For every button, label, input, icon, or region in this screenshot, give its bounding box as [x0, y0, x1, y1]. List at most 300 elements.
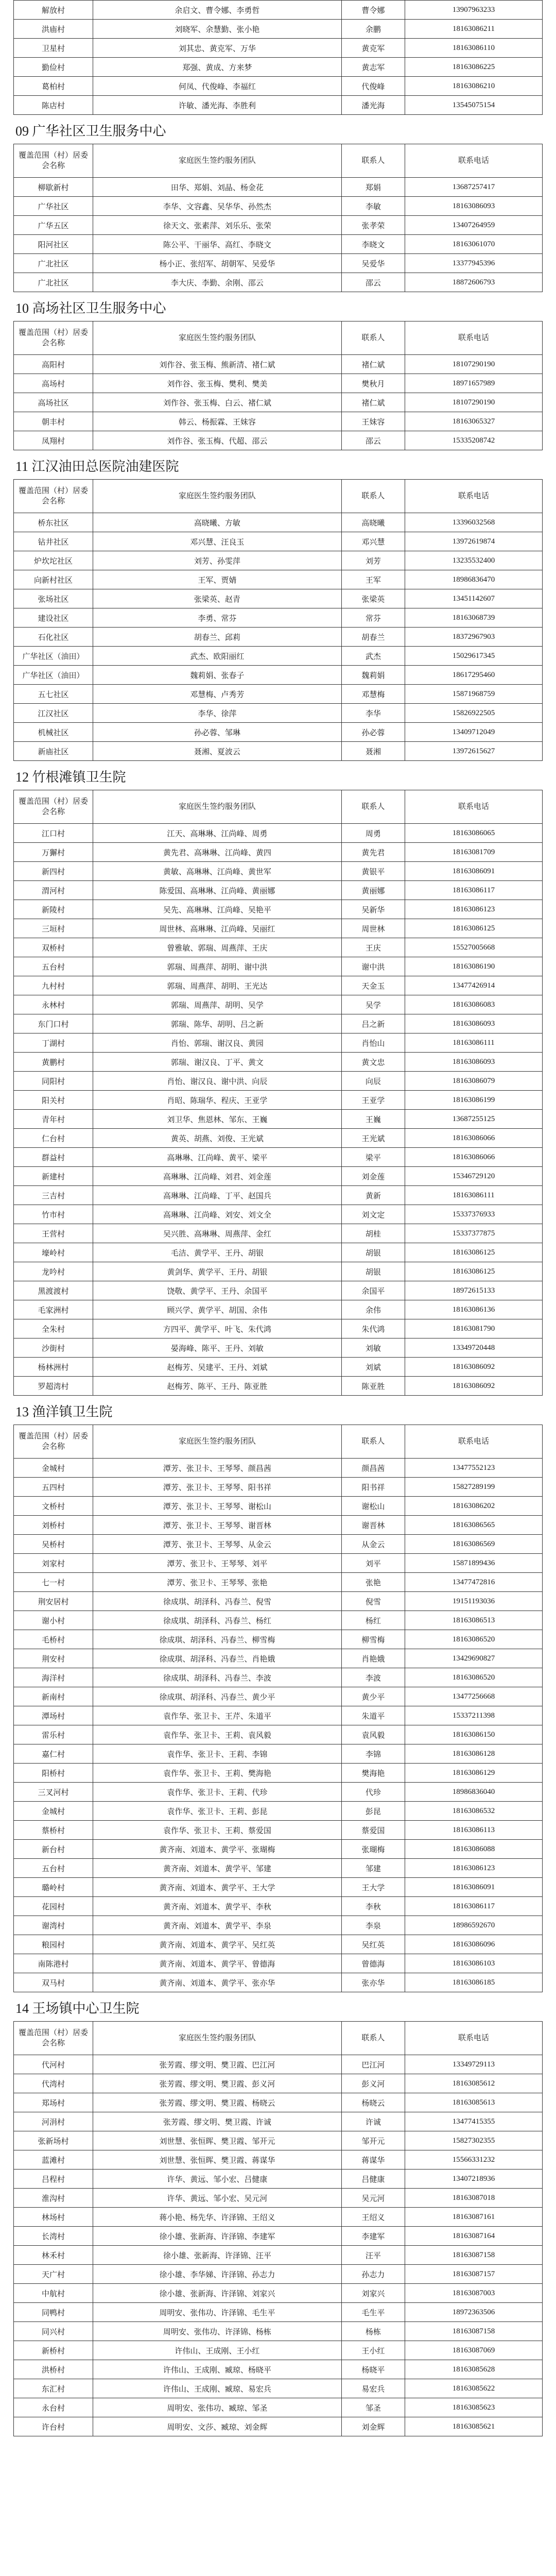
cell-team: 赵梅芳、陈平、王丹、陈亚胜 [93, 1377, 342, 1396]
cell-phone: 18986592670 [405, 1916, 542, 1935]
contact-table [13, 144, 543, 292]
hospital-section [13, 296, 543, 450]
cell-contact: 肖艳娥 [341, 1649, 405, 1668]
header-area: 覆盖范围（村）居委会名称 [14, 2022, 93, 2055]
cell-contact: 刘文定 [341, 1205, 405, 1224]
table-row [14, 995, 543, 1014]
table-row [14, 1783, 543, 1802]
header-area: 覆盖范围（村）居委会名称 [14, 790, 93, 824]
table-row [14, 1186, 543, 1205]
cell-contact: 李锦 [341, 1744, 405, 1764]
cell-phone: 18163087069 [405, 2341, 542, 2360]
header-phone: 联系电话 [405, 790, 542, 824]
cell-contact: 彭义河 [341, 2074, 405, 2093]
cell-area: 黑渡渡村 [14, 1281, 93, 1300]
cell-phone: 18163086117 [405, 881, 542, 900]
cell-contact: 肖怡山 [341, 1033, 405, 1053]
cell-contact: 杨晓平 [341, 2360, 405, 2379]
cell-area: 张场社区 [14, 589, 93, 608]
cell-team: 张梁英、赵青 [93, 589, 342, 608]
cell-area: 黄鹏村 [14, 1053, 93, 1072]
cell-team: 周明安、张伟功、许泽锦、杨栋 [93, 2322, 342, 2341]
cell-phone: 15335208742 [405, 431, 542, 450]
table-row [14, 843, 543, 862]
cell-team: 徐成琪、胡泽科、冯春兰、李波 [93, 1668, 342, 1687]
table-row [14, 96, 543, 115]
cell-team: 黄齐南、刘道本、黄学平、李泉 [93, 1916, 342, 1935]
cell-phone: 18163086093 [405, 197, 542, 216]
cell-team: 黄齐南、刘道本、黄学平、张亦华 [93, 1973, 342, 1992]
cell-team: 袁作华、张卫卡、王莉、代珍 [93, 1783, 342, 1802]
table-row [14, 1802, 543, 1821]
cell-contact: 余伟 [341, 1300, 405, 1319]
cell-contact: 孙志力 [341, 2265, 405, 2284]
cell-area: 三叉河村 [14, 1783, 93, 1802]
hospital-section [13, 119, 543, 292]
header-phone: 联系电话 [405, 144, 542, 178]
cell-area: 仁台村 [14, 1129, 93, 1148]
cell-team: 潭芳、张卫卡、王琴琴、谢晋林 [93, 1516, 342, 1535]
cell-team: 刘世慧、张恒晖、樊卫霞、邹开元 [93, 2131, 342, 2150]
cell-team: 潭芳、张卫卡、王琴琴、从金云 [93, 1535, 342, 1554]
cell-team: 徐天文、张素萍、刘乐乐、张荣 [93, 216, 342, 235]
table-row [14, 1319, 543, 1338]
cell-team: 袁作华、张卫卡、王莉、蔡爱国 [93, 1821, 342, 1840]
cell-contact: 李晓文 [341, 235, 405, 254]
table-row [14, 938, 543, 957]
cell-team: 李勇、常芬 [93, 608, 342, 628]
cell-phone: 18163086111 [405, 1186, 542, 1205]
cell-area: 荆安村 [14, 1649, 93, 1668]
cell-team: 黄齐南、刘道本、黄学平、王大学 [93, 1878, 342, 1897]
cell-contact: 王光斌 [341, 1129, 405, 1148]
cell-team: 徐成琪、胡泽科、冯春兰、肖艳娥 [93, 1649, 342, 1668]
cell-area: 新南村 [14, 1687, 93, 1706]
cell-team: 许伟山、王成刚、王小红 [93, 2341, 342, 2360]
cell-area: 金城村 [14, 1459, 93, 1478]
cell-phone: 18972615133 [405, 1281, 542, 1300]
cell-contact: 邵云 [341, 273, 405, 292]
cell-phone: 13907963233 [405, 1, 542, 20]
cell-area: 同阳村 [14, 1072, 93, 1091]
cell-contact: 天金玉 [341, 976, 405, 995]
cell-contact: 郑娟 [341, 178, 405, 197]
cell-phone: 18163085612 [405, 2074, 542, 2093]
cell-phone: 18163085613 [405, 2093, 542, 2112]
table-row [14, 1516, 543, 1535]
cell-phone: 18163086092 [405, 1358, 542, 1377]
cell-phone: 15827302355 [405, 2131, 542, 2150]
header-contact: 联系人 [341, 1425, 405, 1459]
cell-phone: 15826922505 [405, 704, 542, 723]
table-row [14, 412, 543, 431]
cell-phone: 18163086093 [405, 1053, 542, 1072]
cell-contact: 代俊峰 [341, 77, 405, 96]
cell-area: 嘉仁村 [14, 1744, 93, 1764]
table-row [14, 1706, 543, 1725]
cell-team: 聂湘、夏波云 [93, 742, 342, 761]
table-row [14, 1377, 543, 1396]
cell-phone: 13477415355 [405, 2112, 542, 2131]
cell-contact: 毛生平 [341, 2303, 405, 2322]
cell-team: 许华、黄远、邹小宏、吴元河 [93, 2189, 342, 2208]
cell-phone: 15871899436 [405, 1554, 542, 1573]
cell-contact: 倪雪 [341, 1592, 405, 1611]
table-row [14, 374, 543, 393]
cell-contact: 余国平 [341, 1281, 405, 1300]
cell-team: 刘其忠、黄克军、万华 [93, 39, 342, 58]
header-area: 覆盖范围（村）居委会名称 [14, 480, 93, 513]
table-row [14, 647, 543, 666]
cell-phone: 18163086125 [405, 1262, 542, 1281]
table-row [14, 2322, 543, 2341]
cell-area: 渭河村 [14, 881, 93, 900]
cell-contact: 张亦华 [341, 1973, 405, 1992]
cell-area: 双马村 [14, 1973, 93, 1992]
cell-contact: 李泉 [341, 1916, 405, 1935]
table-row [14, 2360, 543, 2379]
cell-area: 高场村 [14, 374, 93, 393]
cell-phone: 18163086513 [405, 1611, 542, 1630]
table-row [14, 628, 543, 647]
cell-team: 李华、徐萍 [93, 704, 342, 723]
cell-area: 钻井社区 [14, 532, 93, 551]
cell-area: 高阳村 [14, 355, 93, 374]
cell-area: 壕岭村 [14, 1243, 93, 1262]
cell-team: 黄敏、高琳琳、江尚峰、黄世军 [93, 862, 342, 881]
table-row [14, 2093, 543, 2112]
cell-phone: 18163086202 [405, 1497, 542, 1516]
cell-phone: 18163086150 [405, 1725, 542, 1744]
cell-team: 郑强、黄成、方来梦 [93, 58, 342, 77]
cell-phone: 18163081790 [405, 1319, 542, 1338]
cell-contact: 樊秋月 [341, 374, 405, 393]
cell-team: 徐成琪、胡泽科、冯春兰、柳雪梅 [93, 1630, 342, 1649]
cell-area: 粮园村 [14, 1935, 93, 1954]
section-title: 10 高场社区卫生服务中心 [15, 301, 166, 316]
cell-team: 郭瑞、谢汉良、丁平、黄文 [93, 1053, 342, 1072]
table-row [14, 1072, 543, 1091]
cell-phone: 13407264959 [405, 216, 542, 235]
cell-contact: 刘芳 [341, 551, 405, 570]
cell-team: 邓兴慧、汪良玉 [93, 532, 342, 551]
cell-phone: 18163086211 [405, 20, 542, 39]
table-row [14, 2227, 543, 2246]
cell-contact: 黄先君 [341, 843, 405, 862]
header-contact: 联系人 [341, 480, 405, 513]
cell-contact: 周世林 [341, 919, 405, 938]
cell-contact: 许诚 [341, 2112, 405, 2131]
table-row [14, 1091, 543, 1110]
cell-team: 刘作谷、张玉梅、樊利、樊美 [93, 374, 342, 393]
cell-phone: 15827289199 [405, 1478, 542, 1497]
cell-area: 阳桥村 [14, 1764, 93, 1783]
cell-area: 高场社区 [14, 393, 93, 412]
header-contact: 联系人 [341, 321, 405, 355]
cell-contact: 吴新华 [341, 900, 405, 919]
cell-area: 新陵村 [14, 900, 93, 919]
table-row [14, 2208, 543, 2227]
contact-table [13, 2021, 543, 2436]
cell-contact: 刘平 [341, 1554, 405, 1573]
table-row [14, 1973, 543, 1992]
cell-contact: 吴红英 [341, 1935, 405, 1954]
cell-contact: 黄丽娜 [341, 881, 405, 900]
cell-area: 江汉社区 [14, 704, 93, 723]
cell-team: 张芳霞、缪文明、樊卫霞、巴江河 [93, 2055, 342, 2074]
cell-contact: 褚仁斌 [341, 393, 405, 412]
table-row [14, 1725, 543, 1744]
cell-area: 杨林洲村 [14, 1358, 93, 1377]
cell-team: 徐小雄、张新海、许泽锦、汪平 [93, 2246, 342, 2265]
cell-team: 袁作华、张卫卡、王莉、樊海艳 [93, 1764, 342, 1783]
cell-area: 金城村 [14, 1802, 93, 1821]
cell-contact: 吴元河 [341, 2189, 405, 2208]
cell-phone: 15527005668 [405, 938, 542, 957]
cell-area: 淮沟村 [14, 2189, 93, 2208]
header-phone: 联系电话 [405, 321, 542, 355]
cell-team: 袁作华、张卫卡、王莉、袁风毅 [93, 1725, 342, 1744]
cell-area: 阳关村 [14, 1091, 93, 1110]
cell-contact: 常芬 [341, 608, 405, 628]
cell-area: 洪桥村 [14, 2360, 93, 2379]
table-row [14, 1611, 543, 1630]
cell-phone: 18163086125 [405, 919, 542, 938]
cell-area: 许台村 [14, 2417, 93, 2436]
cell-area: 河涓村 [14, 2112, 93, 2131]
cell-team: 吴兴胜、高琳琳、周燕萍、金红 [93, 1224, 342, 1243]
cell-phone: 13477472816 [405, 1573, 542, 1592]
cell-area: 同兴村 [14, 2322, 93, 2341]
table-row [14, 1592, 543, 1611]
cell-area: 阳河社区 [14, 235, 93, 254]
table-row [14, 216, 543, 235]
cell-phone: 18163086565 [405, 1516, 542, 1535]
cell-area: 蔡桥村 [14, 1821, 93, 1840]
table-row [14, 1, 543, 20]
cell-team: 肖昭、陈瑞华、程庆、王亚学 [93, 1091, 342, 1110]
cell-contact: 王大学 [341, 1878, 405, 1897]
cell-phone: 18163086199 [405, 1091, 542, 1110]
cell-team: 张芳霞、缪文明、樊卫霞、杨晓云 [93, 2093, 342, 2112]
table-row [14, 1053, 543, 1072]
section-title: 13 渔洋镇卫生院 [15, 1404, 113, 1419]
table-row [14, 1840, 543, 1859]
cell-phone: 13349729113 [405, 2055, 542, 2074]
table-row [14, 570, 543, 589]
cell-area: 广华五区 [14, 216, 93, 235]
table-row [14, 589, 543, 608]
cell-team: 郭瑞、陈华、胡明、吕之新 [93, 1014, 342, 1033]
cell-phone: 13972619874 [405, 532, 542, 551]
table-row [14, 393, 543, 412]
table-row [14, 2170, 543, 2189]
header-phone: 联系电话 [405, 480, 542, 513]
header-contact: 联系人 [341, 790, 405, 824]
table-row [14, 1897, 543, 1916]
contact-table [13, 479, 543, 761]
cell-area: 代河村 [14, 2055, 93, 2074]
cell-team: 何凤、代俊峰、李福红 [93, 77, 342, 96]
header-contact: 联系人 [341, 2022, 405, 2055]
table-row [14, 919, 543, 938]
cell-phone: 18163086079 [405, 1072, 542, 1091]
cell-contact: 樊海艳 [341, 1764, 405, 1783]
cell-phone: 18163085621 [405, 2417, 542, 2436]
cell-team: 韩云、杨振霖、王妹容 [93, 412, 342, 431]
cell-team: 周明安、张伟功、臧琼、邹圣 [93, 2398, 342, 2417]
table-row [14, 1535, 543, 1554]
cell-team: 刘晓军、余慧勤、张小艳 [93, 20, 342, 39]
table-row [14, 2112, 543, 2131]
cell-area: 永台村 [14, 2398, 93, 2417]
cell-phone: 18163085622 [405, 2379, 542, 2398]
cell-phone: 18163065327 [405, 412, 542, 431]
cell-phone: 18986836040 [405, 1783, 542, 1802]
cell-contact: 巴江河 [341, 2055, 405, 2074]
cell-phone: 13377945396 [405, 254, 542, 273]
cell-phone: 18163086532 [405, 1802, 542, 1821]
cell-phone: 18163086065 [405, 824, 542, 843]
cell-area: 葛柏村 [14, 77, 93, 96]
hospital-section [13, 765, 543, 1396]
cell-contact: 王庆 [341, 938, 405, 957]
cell-phone: 18163087003 [405, 2284, 542, 2303]
cell-phone: 19151193036 [405, 1592, 542, 1611]
cell-area: 长湾村 [14, 2227, 93, 2246]
cell-team: 陈公平、干丽华、高红、李晓文 [93, 235, 342, 254]
cell-phone: 13396032568 [405, 513, 542, 532]
cell-contact: 邵云 [341, 431, 405, 450]
cell-area: 石化社区 [14, 628, 93, 647]
cell-area: 张新场村 [14, 2131, 93, 2150]
table-row [14, 1630, 543, 1649]
table-row [14, 1459, 543, 1478]
table-row [14, 704, 543, 723]
cell-team: 黄先君、高琳琳、江尚峰、黄四 [93, 843, 342, 862]
table-row [14, 1281, 543, 1300]
table-row [14, 58, 543, 77]
table-row [14, 1014, 543, 1033]
cell-contact: 谢松山 [341, 1497, 405, 1516]
cell-team: 许华、黄远、邹小宏、吕健康 [93, 2170, 342, 2189]
cell-area: 吕程村 [14, 2170, 93, 2189]
cell-contact: 蒋谋华 [341, 2150, 405, 2170]
cell-team: 高晓曦、方敏 [93, 513, 342, 532]
table-row [14, 1224, 543, 1243]
cell-phone: 18163086117 [405, 1897, 542, 1916]
cell-area: 花园村 [14, 1897, 93, 1916]
cell-area: 代湾村 [14, 2074, 93, 2093]
header-phone: 联系电话 [405, 2022, 542, 2055]
cell-contact: 曾德海 [341, 1954, 405, 1973]
table-row [14, 1262, 543, 1281]
cell-phone: 13429690827 [405, 1649, 542, 1668]
table-row [14, 197, 543, 216]
cell-area: 炉坎坨社区 [14, 551, 93, 570]
cell-contact: 武杰 [341, 647, 405, 666]
cell-team: 许伟山、王成刚、臧琼、杨晓平 [93, 2360, 342, 2379]
cell-team: 潭芳、张卫卡、王琴琴、刘平 [93, 1554, 342, 1573]
table-row [14, 1358, 543, 1377]
cell-team: 顾兴学、黄学平、胡国、余伟 [93, 1300, 342, 1319]
cell-area: 双桥村 [14, 938, 93, 957]
cell-contact: 彭昆 [341, 1802, 405, 1821]
cell-team: 潭芳、张卫卡、王琴琴、阳书祥 [93, 1478, 342, 1497]
cell-team: 郭瑞、周燕萍、胡明、吴学 [93, 995, 342, 1014]
cell-phone: 18163086185 [405, 1973, 542, 1992]
cell-area: 广北社区 [14, 273, 93, 292]
hospital-section [13, 1996, 543, 2436]
cell-contact: 梁平 [341, 1148, 405, 1167]
cell-contact: 潘光海 [341, 96, 405, 115]
cell-area: 卫星村 [14, 39, 93, 58]
cell-contact: 刘金莲 [341, 1167, 405, 1186]
cell-team: 方四平、黄学平、叶飞、朱代鸿 [93, 1319, 342, 1338]
header-team: 家庭医生签约服务团队 [93, 2022, 342, 2055]
cell-team: 黄齐南、刘道本、黄学平、邹建 [93, 1859, 342, 1878]
cell-contact: 颜昌茜 [341, 1459, 405, 1478]
table-row [14, 1478, 543, 1497]
cell-area: 文桥村 [14, 1497, 93, 1516]
header-team: 家庭医生签约服务团队 [93, 321, 342, 355]
cell-contact: 吕之新 [341, 1014, 405, 1033]
section-title: 09 广华社区卫生服务中心 [15, 124, 166, 139]
table-header-row [14, 144, 543, 178]
cell-team: 毛洁、黄学平、王丹、胡银 [93, 1243, 342, 1262]
cell-team: 王军、贾婧 [93, 570, 342, 589]
table-row [14, 355, 543, 374]
cell-phone: 18163087158 [405, 2246, 542, 2265]
table-row [14, 2150, 543, 2170]
cell-area: 南陈港村 [14, 1954, 93, 1973]
cell-team: 魏莉娟、张春子 [93, 666, 342, 685]
table-row [14, 1554, 543, 1573]
cell-team: 潭芳、张卫卡、王琴琴、颜昌茜 [93, 1459, 342, 1478]
cell-phone: 13972615627 [405, 742, 542, 761]
cell-team: 黄剑华、黄学平、王丹、胡银 [93, 1262, 342, 1281]
cell-phone: 15566331232 [405, 2150, 542, 2170]
cell-contact: 刘金辉 [341, 2417, 405, 2436]
table-row [14, 2265, 543, 2284]
cell-team: 潭芳、张卫卡、王琴琴、谢松山 [93, 1497, 342, 1516]
cell-area: 广华社区（油田） [14, 647, 93, 666]
cell-area: 沙街村 [14, 1338, 93, 1358]
cell-phone: 18163086096 [405, 1935, 542, 1954]
cell-area: 龙吟村 [14, 1262, 93, 1281]
cell-contact: 魏莉娟 [341, 666, 405, 685]
cell-phone: 13477426914 [405, 976, 542, 995]
cell-contact: 李建军 [341, 2227, 405, 2246]
section-title: 12 竹根滩镇卫生院 [15, 770, 126, 785]
table-row [14, 1916, 543, 1935]
cell-area: 新四村 [14, 862, 93, 881]
cell-area: 柳歇新村 [14, 178, 93, 197]
cell-phone: 18163086225 [405, 58, 542, 77]
cell-team: 刘世慧、张恒晖、樊卫霞、蒋谋华 [93, 2150, 342, 2170]
table-row [14, 2055, 543, 2074]
cell-phone: 18163061070 [405, 235, 542, 254]
cell-contact: 邓兴慧 [341, 532, 405, 551]
cell-team: 张芳霞、缪文明、樊卫霞、彭义河 [93, 2074, 342, 2093]
cell-contact: 张孝荣 [341, 216, 405, 235]
table-row [14, 254, 543, 273]
cell-area: 朝丰村 [14, 412, 93, 431]
cell-contact: 黄克军 [341, 39, 405, 58]
table-row [14, 1148, 543, 1167]
cell-area: 新桥村 [14, 2341, 93, 2360]
table-row [14, 2379, 543, 2398]
